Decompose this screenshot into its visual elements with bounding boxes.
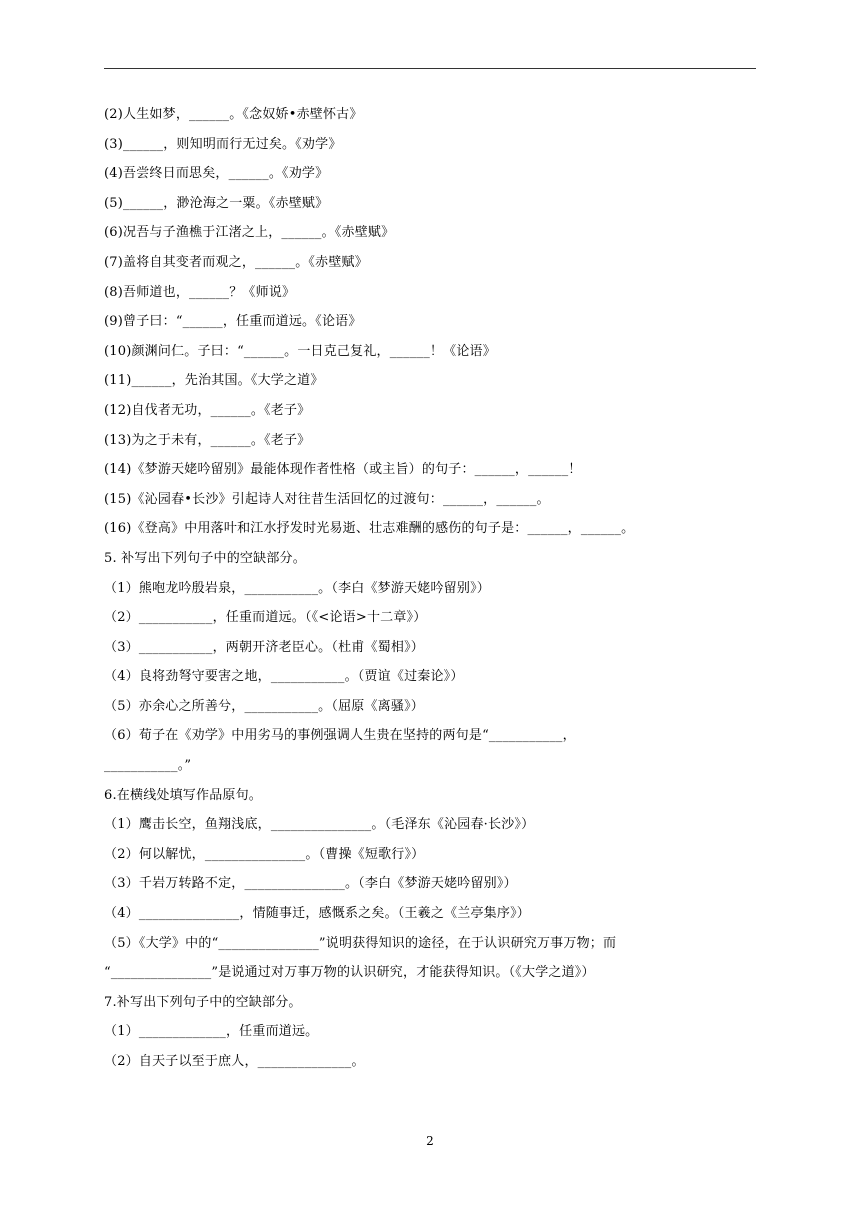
- section-7-heading: 7.补写出下列句子中的空缺部分。: [104, 994, 302, 1010]
- section-6-item-5: （5）《大学》中的“_______________”说明获得知识的途径，在于认识研究万事万物；而: [104, 935, 617, 951]
- section-5-heading: 5. 补写出下列句子中的空缺部分。: [104, 550, 306, 566]
- section-7-item-1: （1）_____________，任重而道远。: [104, 1024, 319, 1040]
- question-7: (7)盖将自其变者而观之，______。《赤壁赋》: [104, 254, 368, 270]
- section-6-item-2: （2）何以解忧，_______________。（曹操《短歌行》）: [104, 846, 425, 862]
- question-list: [104, 100, 764, 1077]
- section-5-item-5: （5）亦余心之所善兮，___________。（屈原《离骚》）: [104, 698, 424, 714]
- section-6-item-4: （4）_______________，情随事迁，感慨系之矣。（王羲之《兰亭集序》）: [104, 906, 530, 922]
- question-5: (5)______，渺沧海之一粟。《赤壁赋》: [104, 195, 329, 211]
- question-6: (6)况吾与子渔樵于江渚之上，______。《赤壁赋》: [104, 225, 395, 241]
- section-5-item-3: （3）___________，两朝开济老臣心。（杜甫《蜀相》）: [104, 639, 424, 655]
- section-5-item-6-continued: ___________。”: [104, 758, 192, 774]
- question-4: (4)吾尝终日而思矣，______。《劝学》: [104, 166, 329, 182]
- question-14: (14)《梦游天姥吟留别》最能体现作者性格（或主旨）的句子：______，______！: [104, 462, 582, 478]
- question-2: (2)人生如梦，______。《念奴娇•赤壁怀古》: [104, 107, 363, 122]
- section-5-item-6: （6）荀子在《劝学》中用劣马的事例强调人生贵在坚持的两句是“___________，: [104, 728, 576, 744]
- section-6-heading: 6.在横线处填写作品原句。: [104, 787, 263, 803]
- question-3: (3)______，则知明而行无过矣。《劝学》: [104, 136, 342, 152]
- header-rule: [104, 68, 756, 69]
- section-5-item-2: （2）___________，任重而道远。（《<论语>十二章》）: [104, 610, 427, 626]
- question-15: (15)《沁园春•长沙》引起诗人对往昔生活回忆的过渡句：______，______。: [104, 491, 550, 507]
- question-9: (9)曾子曰：“______，任重而道远。《论语》: [104, 314, 362, 330]
- question-8: (8)吾师道也，______？《师说》: [104, 284, 296, 300]
- section-7-item-2: （2）自天子以至于庶人，______________。: [104, 1054, 365, 1069]
- section-5-item-4: （4）良将劲弩守要害之地，___________。（贾谊《过秦论》）: [104, 669, 464, 685]
- section-6-item-1: （1）鹰击长空，鱼翔浅底，_______________。（毛泽东《沁园春·长沙》）: [104, 817, 535, 833]
- page-number: 2: [426, 1134, 434, 1148]
- question-12: (12)自伐者无功，______。《老子》: [104, 402, 311, 418]
- section-5-item-1: （1）熊咆龙吟殷岩泉，___________。（李白《梦游天姥吟留别》）: [104, 580, 490, 596]
- question-10: (10)颜渊问仁。子曰：“______。一日克己复礼，______！《论语》: [104, 343, 496, 359]
- question-11: (11)______，先治其国。《大学之道》: [104, 373, 324, 389]
- section-6-item-3: （3）千岩万转路不定，_______________。（李白《梦游天姥吟留别》）: [104, 876, 517, 892]
- question-16: (16)《登高》中用落叶和江水抒发时光易逝、壮志难酬的感伤的句子是：______，______。: [104, 521, 635, 537]
- question-13: (13)为之于未有，______。《老子》: [104, 432, 311, 448]
- section-6-item-5-continued: “_______________”是说通过对万事万物的认识研究，才能获得知识。（《大学之道》）: [104, 965, 595, 981]
